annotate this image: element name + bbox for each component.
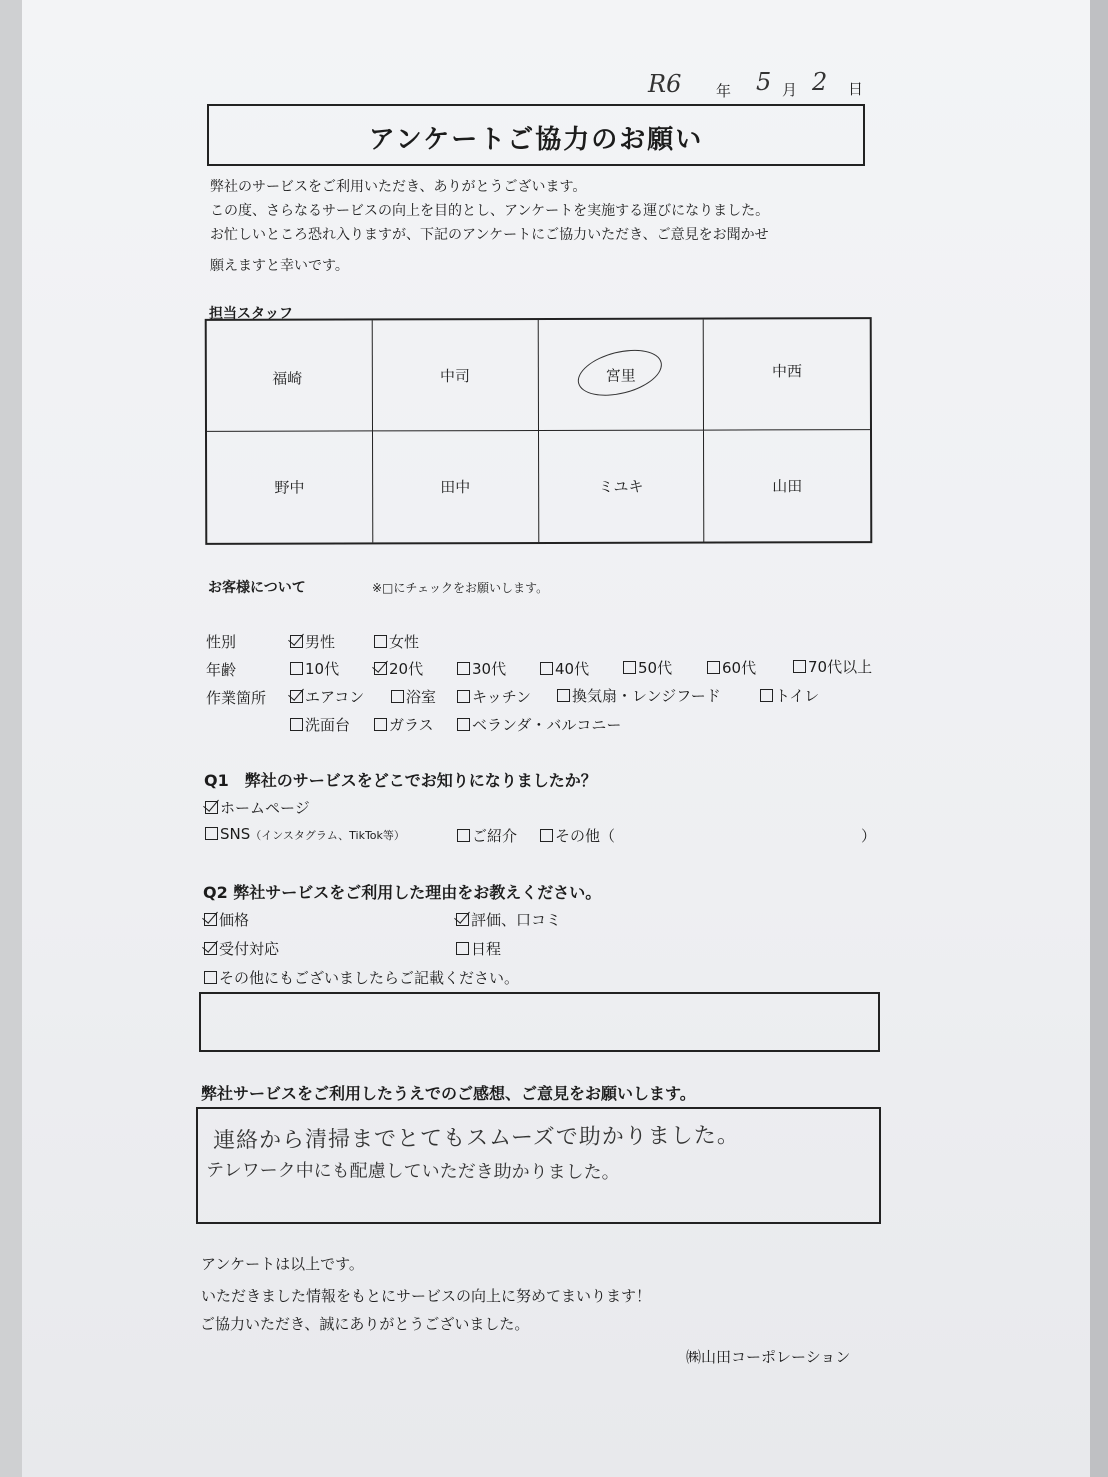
area-label: 作業箇所: [206, 689, 267, 707]
staff-name: 野中: [274, 478, 305, 497]
intro-line-2: この度、さらなるサービスの向上を目的とし、アンケートを実施する運びになりました。: [210, 203, 770, 219]
checkbox[interactable]: [707, 661, 720, 674]
staff-cell[interactable]: [207, 431, 373, 542]
other-reason-field[interactable]: [199, 992, 880, 1052]
staff-name: ミユキ: [598, 477, 644, 496]
checkbox[interactable]: [457, 690, 470, 703]
option-label: 20代: [389, 660, 424, 678]
closing-line-3: ご協力いただき、誠にありがとうございました。: [200, 1315, 530, 1333]
background-edge: [1090, 0, 1108, 1477]
checkbox-checked[interactable]: [204, 913, 217, 926]
option-area[interactable]: [557, 685, 721, 706]
staff-cell[interactable]: [373, 431, 539, 542]
staff-cell[interactable]: [704, 430, 870, 541]
customer-note: ※□にチェックをお願いします。: [372, 581, 549, 595]
gender-label: 性別: [206, 633, 237, 651]
checkbox[interactable]: [457, 718, 470, 731]
option-area[interactable]: [374, 714, 434, 735]
option-reason[interactable]: [204, 909, 249, 930]
checkbox[interactable]: [391, 690, 404, 703]
date-month: 5: [756, 68, 772, 96]
option-label: 女性: [389, 633, 420, 651]
staff-name: 中西: [771, 361, 802, 380]
checkbox-checked[interactable]: [374, 662, 387, 675]
option-label: ベランダ・バルコニー: [472, 716, 622, 734]
option-label: トイレ: [775, 687, 820, 705]
staff-cell[interactable]: [539, 431, 705, 542]
staff-label: 担当スタッフ: [209, 306, 293, 322]
checkbox-checked[interactable]: [456, 913, 469, 926]
option-area[interactable]: [290, 714, 350, 735]
date-day: 2: [812, 68, 828, 96]
staff-cell[interactable]: [704, 319, 870, 430]
age-label: 年齢: [206, 661, 237, 679]
option-label: 換気扇・レンジフード: [572, 687, 721, 705]
title-box: [207, 104, 865, 166]
intro-line-4: 願えますと幸いです。: [210, 258, 349, 274]
option-label: キッチン: [472, 688, 531, 706]
option-label: 40代: [555, 660, 590, 678]
option-other[interactable]: [540, 825, 615, 846]
option-area[interactable]: [391, 686, 436, 707]
staff-name: 福崎: [272, 369, 303, 388]
staff-name: 田中: [440, 478, 471, 497]
checkbox[interactable]: [793, 660, 806, 673]
option-label: 70代以上: [808, 658, 873, 676]
option-area[interactable]: [760, 685, 819, 706]
intro-line-3: お忙しいところ恐れ入りますが、下記のアンケートにご協力いただき、ご意見をお聞かせ: [210, 227, 769, 243]
staff-name: 中司: [439, 366, 471, 385]
option-area[interactable]: [290, 686, 364, 707]
option-sns[interactable]: [205, 825, 405, 843]
option-area[interactable]: [457, 714, 621, 735]
checkbox[interactable]: [557, 689, 570, 702]
impression-heading: 弊社サービスをご利用したうえでのご感想、ご意見をお願いします。: [201, 1084, 696, 1103]
staff-name: 宮里: [605, 366, 636, 385]
option-label: SNS: [220, 825, 251, 843]
option-male[interactable]: [290, 631, 335, 652]
option-label: 評価、口コミ: [471, 911, 562, 929]
option-label: 男性: [305, 633, 336, 651]
option-age[interactable]: [540, 658, 589, 679]
impression-line-2: テレワーク中にも配慮していただき助かりました。: [205, 1159, 620, 1184]
checkbox[interactable]: [457, 829, 470, 842]
option-reason[interactable]: [204, 938, 279, 959]
option-age[interactable]: [457, 658, 506, 679]
checkbox[interactable]: [205, 827, 218, 840]
company-name: ㈱山田コーポレーション: [686, 1348, 851, 1366]
option-label: その他（: [555, 827, 616, 845]
other-close-paren: ）: [861, 827, 877, 845]
checkbox-checked[interactable]: [205, 801, 218, 814]
option-label: 30代: [472, 660, 507, 678]
option-label: 60代: [722, 659, 757, 677]
option-label: 日程: [471, 940, 502, 958]
checkbox[interactable]: [456, 942, 469, 955]
option-sublabel: （インスタグラム、TikTok等）: [250, 829, 405, 842]
option-label: その他にもございましたらご記載ください。: [219, 969, 520, 987]
staff-cell-selected[interactable]: [538, 320, 704, 431]
checkbox-checked[interactable]: [204, 942, 217, 955]
date-day-label: 日: [848, 80, 864, 98]
page-title: アンケートご協力のお願い: [368, 125, 704, 155]
option-homepage[interactable]: [205, 797, 310, 818]
staff-name: 山田: [772, 477, 803, 496]
option-label: ホームページ: [220, 799, 310, 817]
checkbox[interactable]: [540, 829, 553, 842]
staff-cell[interactable]: [372, 320, 538, 431]
date-year-label: 年: [716, 82, 732, 100]
option-age[interactable]: [707, 657, 756, 678]
survey-sheet: [22, 0, 1098, 1477]
q1-question: Q1 弊社のサービスをどこでお知りになりましたか？: [204, 771, 597, 790]
staff-grid: [205, 317, 873, 545]
option-age[interactable]: [374, 658, 423, 679]
closing-line-1: アンケートは以上です。: [201, 1255, 364, 1273]
checkbox[interactable]: [760, 689, 773, 702]
impression-field[interactable]: [196, 1107, 881, 1224]
checkbox-checked[interactable]: [290, 690, 303, 703]
option-label: ご紹介: [472, 827, 518, 845]
checkbox[interactable]: [290, 718, 303, 731]
checkbox[interactable]: [374, 718, 387, 731]
option-label: エアコン: [305, 688, 365, 706]
option-label: ガラス: [389, 716, 434, 734]
checkbox[interactable]: [540, 662, 553, 675]
option-female[interactable]: [374, 631, 419, 652]
impression-line-1: 連絡から清掃までとてもスムーズで助かりました。: [212, 1123, 740, 1154]
option-reason-other[interactable]: [204, 967, 519, 988]
date-month-label: 月: [782, 81, 798, 99]
option-age[interactable]: [793, 656, 872, 677]
customer-heading: お客様について: [208, 580, 306, 596]
option-reason[interactable]: [456, 938, 501, 959]
option-age[interactable]: [623, 657, 672, 678]
staff-cell[interactable]: [207, 320, 373, 431]
option-reason[interactable]: [456, 909, 561, 930]
checkbox[interactable]: [204, 971, 217, 984]
option-label: 10代: [305, 660, 340, 678]
selection-circle: [573, 342, 667, 404]
option-label: 受付対応: [219, 940, 280, 958]
option-area[interactable]: [457, 686, 531, 707]
checkbox[interactable]: [290, 662, 303, 675]
date-era-year: R6: [648, 70, 682, 98]
option-label: 価格: [219, 911, 250, 929]
checkbox[interactable]: [457, 662, 470, 675]
closing-line-2: いただきました情報をもとにサービスの向上に努めてまいります！: [201, 1287, 652, 1305]
q2-question: Q2 弊社サービスをご利用した理由をお教えください。: [203, 883, 602, 902]
option-age[interactable]: [290, 658, 339, 679]
option-referral[interactable]: [457, 825, 517, 846]
intro-line-1: 弊社のサービスをご利用いただき、ありがとうございます。: [210, 179, 587, 195]
checkbox[interactable]: [623, 661, 636, 674]
option-label: 洗面台: [305, 716, 351, 734]
checkbox[interactable]: [374, 635, 387, 648]
option-label: 50代: [638, 659, 673, 677]
option-label: 浴室: [406, 688, 437, 706]
checkbox-checked[interactable]: [290, 635, 303, 648]
